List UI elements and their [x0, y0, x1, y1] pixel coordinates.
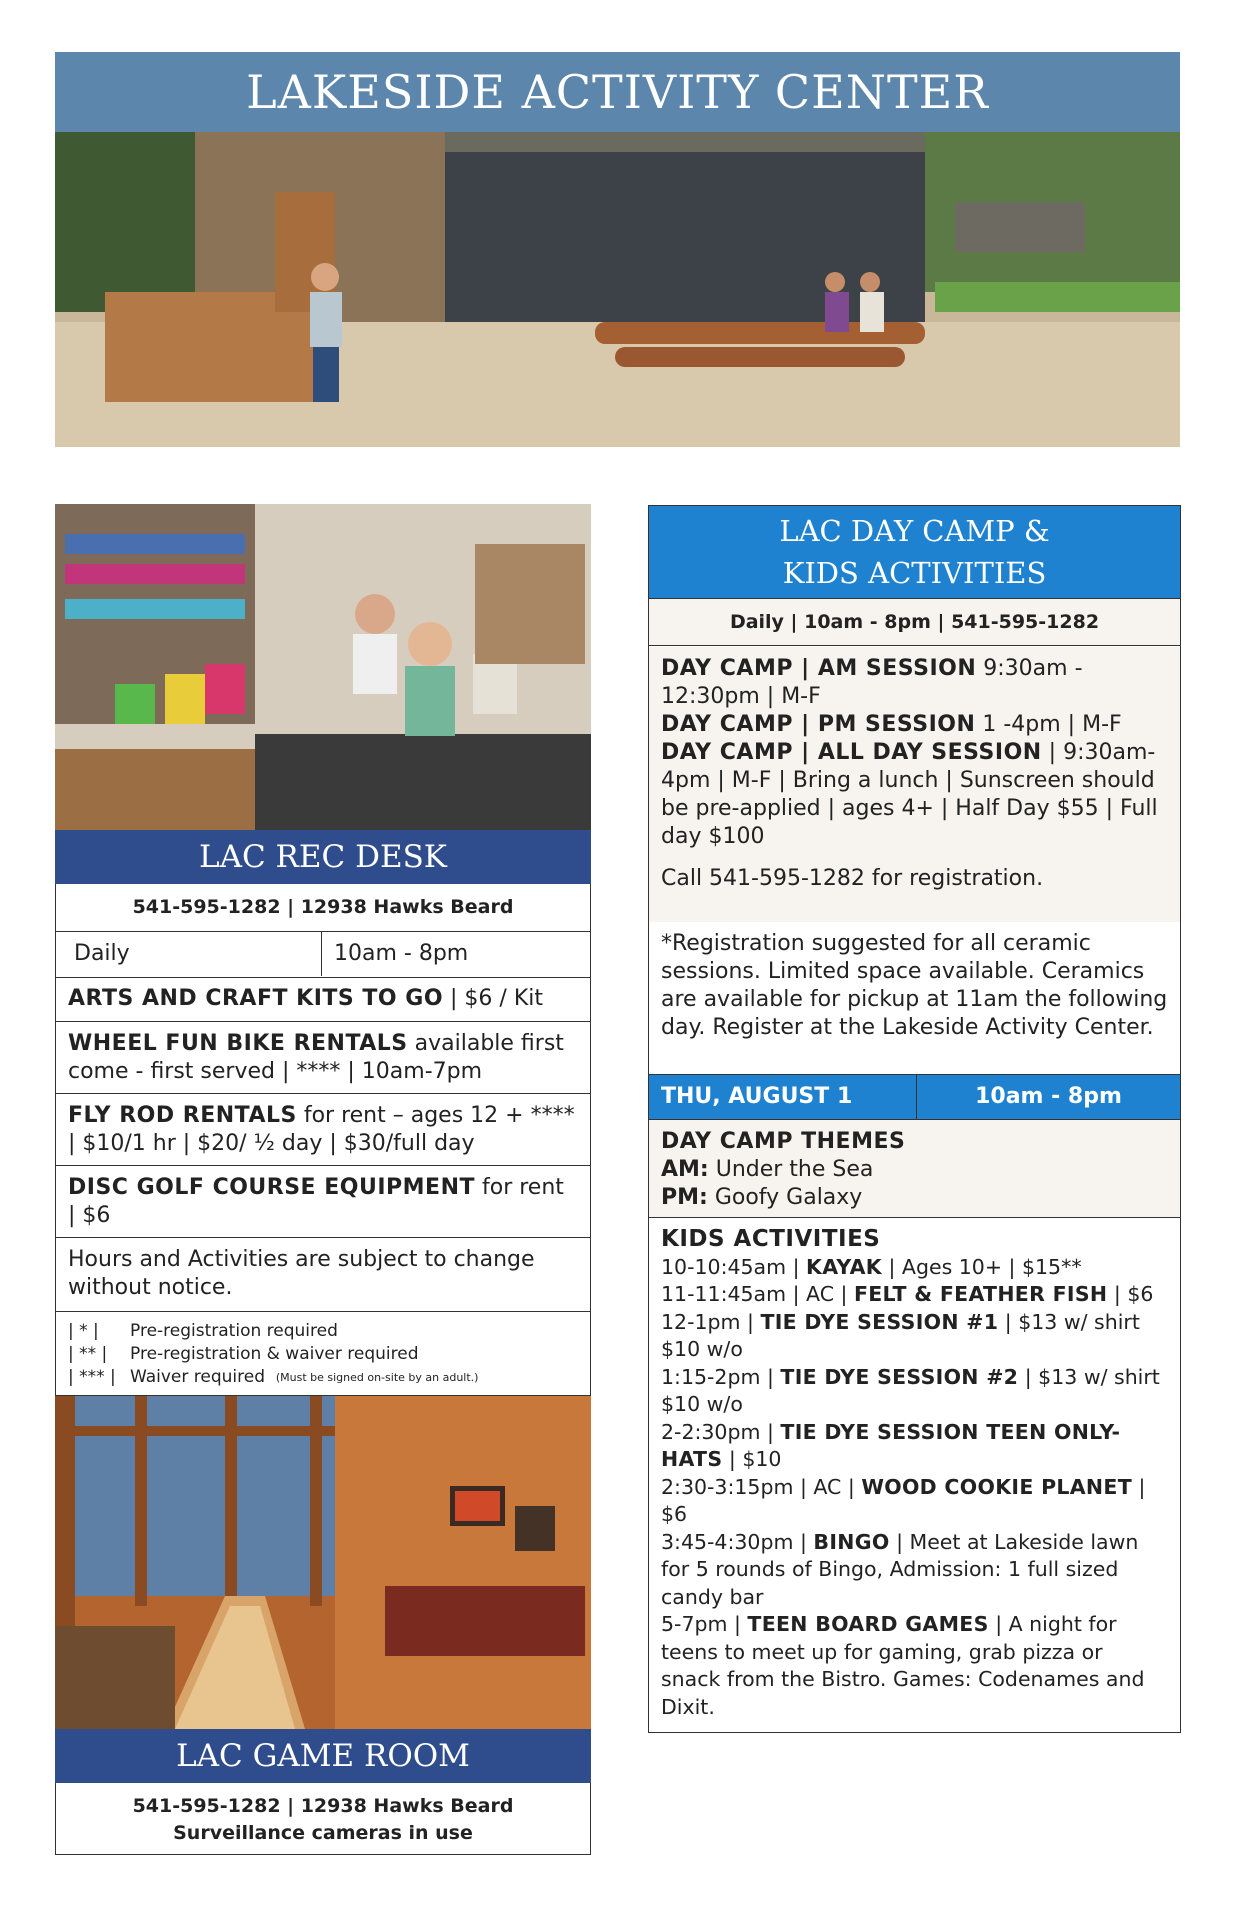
game-room-info [55, 1783, 591, 1855]
registration-call: Call 541-595-1282 for registration. [661, 866, 1044, 891]
game-room-note: Surveillance cameras in use [173, 1822, 473, 1844]
day-camp-themes [649, 1120, 1180, 1218]
activity-item: 5-7pm | TEEN BOARD GAMES | A night for teens to meet up for gaming, grab pizza or snack from the Bistro. Games: Codenames and Dixit. [661, 1612, 1145, 1719]
date-label: THU, AUGUST 1 [649, 1075, 917, 1119]
legend-row: | *** | Waiver required (Must be signed on-site by an adult.) [68, 1367, 479, 1387]
day-camp-hours: Daily | 10am - 8pm | 541-595-1282 [649, 598, 1180, 646]
registration-note: *Registration suggested for all ceramic sessions. Limited space available. Ceramics are available for pickup at 11am the following day. Register at the Lakeside Activity Center. [661, 931, 1168, 1040]
activity-item: 2-2:30pm | TIE DYE SESSION TEEN ONLY-HATS | $10 [661, 1419, 1121, 1471]
rec-item-arts-crafts: ARTS AND CRAFT KITS TO GO | $6 / Kit [55, 978, 591, 1022]
session-pm: DAY CAMP | PM SESSION 1 -4pm | M-F [661, 712, 1122, 737]
date-hours: 10am - 8pm [975, 1084, 1122, 1109]
legend-row: | * | Pre-registration required [68, 1321, 338, 1341]
session-am: DAY CAMP | AM SESSION 9:30am - 12:30pm | M-F [661, 656, 1083, 709]
legend-note: (Must be signed on-site by an adult.) [275, 1371, 479, 1384]
activity-item: 3:45-4:30pm | BINGO | Meet at Lakeside lawn for 5 rounds of Bingo, Admission: 1 full sized candy bar [661, 1529, 1139, 1609]
rec-item-disc-golf: DISC GOLF COURSE EQUIPMENT for rent | $6 [55, 1166, 591, 1238]
rec-item-bike-rentals: WHEEL FUN BIKE RENTALS available first come - first served | **** | 10am-7pm [55, 1022, 591, 1094]
kids-activities-heading: KIDS ACTIVITIES [661, 1226, 881, 1252]
rec-notice: Hours and Activities are subject to change without notice. [55, 1238, 591, 1312]
game-room-title: LAC GAME ROOM [55, 1729, 591, 1783]
activity-item: 2:30-3:15pm | AC | WOOD COOKIE PLANET | $6 [661, 1474, 1146, 1526]
hours-label: Daily [56, 932, 322, 976]
symbol-legend [55, 1312, 591, 1396]
session-all-day: DAY CAMP | ALL DAY SESSION | 9:30am-4pm | M-F | Bring a lunch | Sunscreen should be pre-applied | ages 4+ | Half Day $55 | Full day $100 [661, 740, 1158, 849]
game-room-photo [55, 1396, 591, 1729]
game-room-contact: 541-595-1282 | 12938 Hawks Beard [132, 1795, 514, 1817]
page-title: LAKESIDE ACTIVITY CENTER [55, 52, 1180, 132]
date-bar [649, 1074, 1180, 1120]
hero-photo-playground [55, 132, 1180, 447]
rec-desk-hours [55, 932, 591, 978]
hours-value: 10am - 8pm [334, 941, 469, 966]
rec-desk-photo [55, 504, 591, 830]
legend-row: | ** | Pre-registration & waiver required [68, 1344, 419, 1364]
activity-item: 10-10:45am | KAYAK | Ages 10+ | $15** [661, 1254, 1082, 1279]
activity-item: 12-1pm | TIE DYE SESSION #1 | $13 w/ shirt $10 w/o [661, 1309, 1140, 1361]
day-camp-title: LAC DAY CAMP & KIDS ACTIVITIES [649, 506, 1180, 598]
activity-item: 11-11:45am | AC | FELT & FEATHER FISH | $6 [661, 1282, 1154, 1306]
theme-am: AM: Under the Sea [661, 1157, 874, 1182]
activity-item: 1:15-2pm | TIE DYE SESSION #2 | $13 w/ shirt $10 w/o [661, 1364, 1160, 1416]
rec-desk-contact: 541-595-1282 | 12938 Hawks Beard [55, 884, 591, 932]
day-camp-sessions [649, 647, 1180, 922]
rec-item-fly-rod: FLY ROD RENTALS for rent – ages 12 + **** | $10/1 hr | $20/ ½ day | $30/full day [55, 1094, 591, 1166]
themes-heading: DAY CAMP THEMES [661, 1129, 906, 1154]
rec-desk-title: LAC REC DESK [55, 830, 591, 884]
theme-pm: PM: Goofy Galaxy [661, 1185, 863, 1210]
kids-activities [649, 1218, 1180, 1732]
